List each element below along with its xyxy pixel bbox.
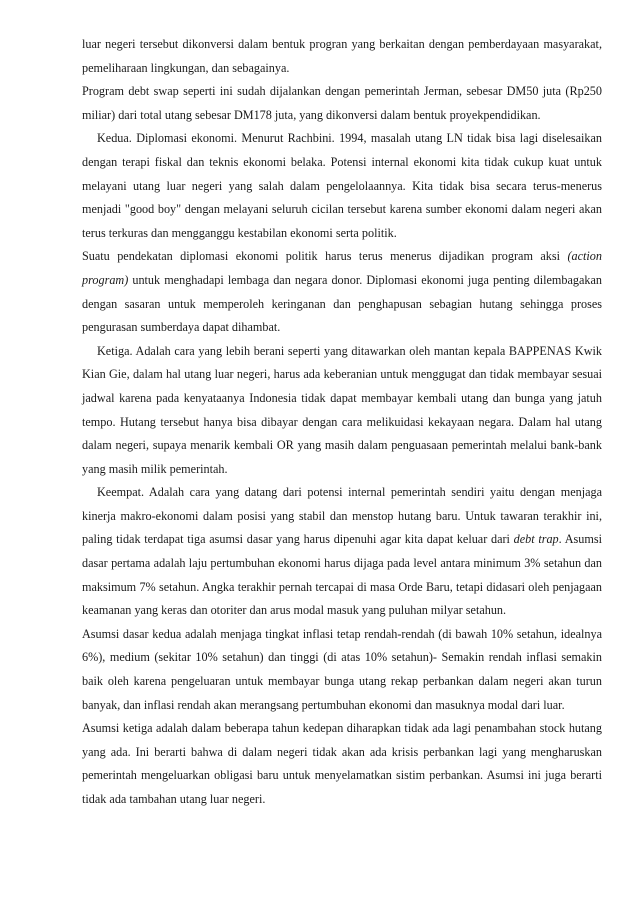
- text-segment: Kedua. Diplomasi ekonomi. Menurut Rachbini. 1994, masalah utang LN tidak bisa lagi diselesaikan dengan terapi fiskal dan teknis ekonomi belaka. Potensi internal ekonomi kita tidak cukup kuat untuk melayani utang luar negeri yang salah dalam pengelolaannya. Kita tidak bisa secara terus-menerus menjadi "good boy" dengan melayani seluruh cicilan tersebut karena sumber ekonomi dalam negeri akan terus terkuras dan mengganggu kestabilan ekonomi serta politik.: [82, 131, 602, 240]
- text-segment: Asumsi dasar kedua adalah menjaga tingkat inflasi tetap rendah-rendah (di bawah 10% setahun, idealnya 6%), medium (sekitar 10% setahun) dan tinggi (di atas 10% setahun)- Semakin rendah inflasi semakin baik oleh karena pengeluaran untuk membayar bunga utang rekap perbankan dalam negeri akan turun banyak, dan inflasi rendah akan merangsang pertumbuhan ekonomi dan masuknya modal dari luar.: [82, 626, 602, 712]
- document-page: [82, 33, 602, 812]
- text-segment: . Asumsi dasar pertama adalah laju pertumbuhan ekonomi harus dijaga pada level antara minimum 3% setahun dan maksimum 7% setahun. Angka terakhir pernah tercapai di masa Orde Baru, tetapi didasari oleh penjagaan keamanan yang keras dan otoriter dan arus modal masuk yang puluhan milyar setahun.: [82, 532, 602, 618]
- paragraph: [82, 481, 602, 623]
- italic-term: debt trap: [513, 532, 559, 547]
- paragraph: [82, 245, 602, 339]
- paragraph: [82, 33, 602, 80]
- text-segment: Asumsi ketiga adalah dalam beberapa tahun kedepan diharapkan tidak ada lagi penambahan stock hutang yang ada. Ini berarti bahwa di dalam negeri tidak akan ada krisis perbankan lagi yang mengharuskan pemerintah mengeluarkan obligasi baru untuk menyelamatkan sistim perbankan. Asumsi ini juga berarti tidak ada tambahan utang luar negeri.: [82, 721, 602, 806]
- text-segment: Keempat. Adalah cara yang datang dari potensi internal pemerintah sendiri yaitu dengan menjaga kinerja makro-ekonomi dalam posisi yang stabil dan menstop hutang baru. Untuk tawaran terakhir ini, paling tidak terdapat tiga asumsi dasar yang harus dipenuhi agar kita dapat keluar dari: [82, 485, 602, 547]
- paragraph: [82, 623, 602, 717]
- italic-term: (action program): [82, 249, 602, 287]
- text-segment: untuk menghadapi lembaga dan negara donor. Diplomasi ekonomi juga penting dilembagakan dengan sasaran untuk memperoleh keringanan dan penghapusan sebagian hutang sehingga proses pengurasan sumberdaya dapat dihambat.: [82, 272, 602, 335]
- text-segment: Suatu pendekatan diplomasi ekonomi politik harus terus menerus dijadikan program aksi: [82, 249, 568, 264]
- text-segment: Ketiga. Adalah cara yang lebih berani seperti yang ditawarkan oleh mantan kepala BAPPENAS Kwik Kian Gie, dalam hal utang luar negeri, harus ada keberanian untuk menggugat dan tidak membayar sesuai jadwal karena pada kenyataanya Indonesia tidak dapat membayar kembali utang dan bunga yang jatuh tempo. Hutang tersebut hanya bisa dibayar dengan cara melikuidasi kekayaan negara. Dalam hal utang dalam negeri, supaya menarik kembali OR yang masih dalam penguasaan pemerintah melalui bank-bank yang masih milik pemerintah.: [82, 343, 602, 476]
- paragraph: [82, 127, 602, 245]
- paragraph: [82, 80, 602, 127]
- paragraph: [82, 340, 602, 482]
- text-segment: Program debt swap seperti ini sudah dijalankan dengan pemerintah Jerman, sebesar DM50 juta (Rp250 miliar) dari total utang sebesar DM178 juta, yang dikonversi dalam bentuk proyekpendidikan.: [82, 84, 602, 122]
- text-segment: luar negeri tersebut dikonversi dalam bentuk progran yang berkaitan dengan pemberdayaan masyarakat, pemeliharaan lingkungan, dan sebagainya.: [82, 37, 602, 75]
- paragraph: [82, 717, 602, 811]
